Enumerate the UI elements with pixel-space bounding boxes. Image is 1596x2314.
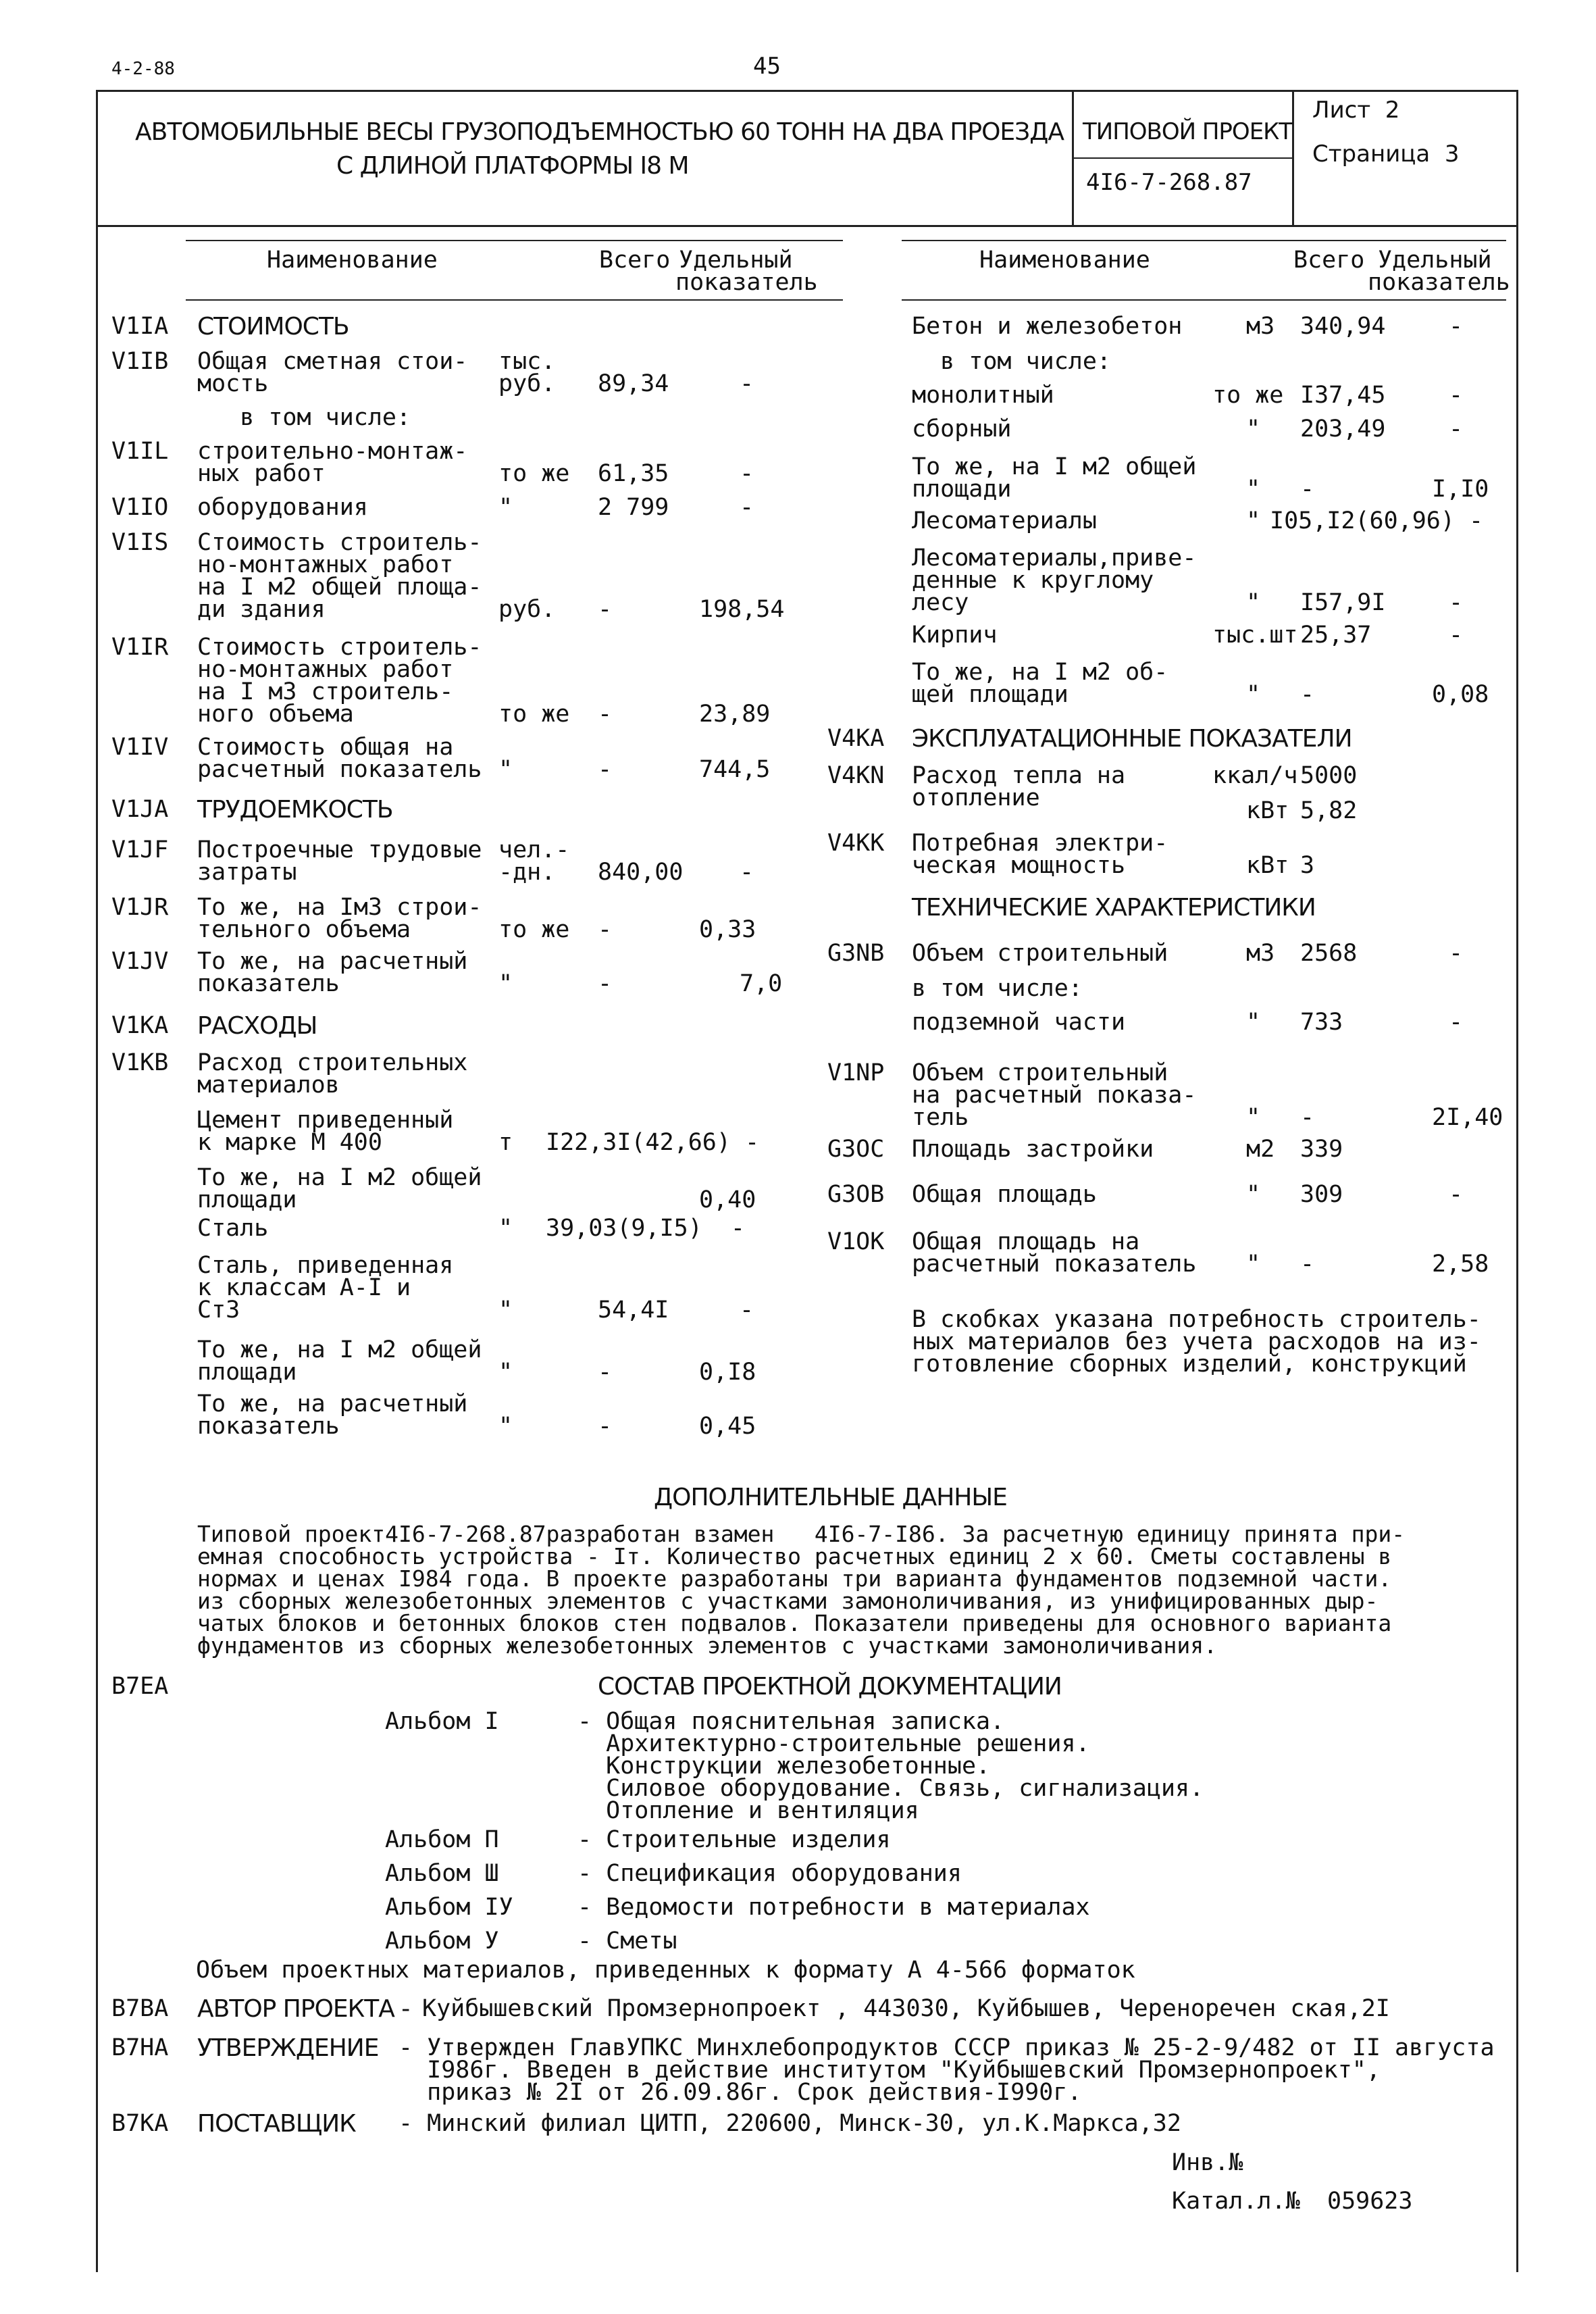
- row-specific: 0,40: [699, 1186, 756, 1213]
- row-name: сборный: [912, 416, 1012, 443]
- row-name: Построечные трудовые: [197, 836, 482, 863]
- composition-title: СОСТАВ ПРОЕКТНОЙ ДОКУМЕНТАЦИИ: [598, 1673, 1062, 1701]
- typical-project-number: 4I6-7-268.87: [1086, 169, 1252, 196]
- row-total: -: [598, 596, 613, 623]
- row-name: подземной части: [912, 1009, 1126, 1036]
- album-name: Альбом У: [385, 1928, 499, 1955]
- row-specific: I,I0: [1432, 476, 1489, 503]
- row-unit: чел.-: [498, 836, 570, 863]
- row-total: 3: [1300, 852, 1315, 879]
- row-total: -: [1300, 681, 1315, 708]
- row-unit: руб.: [498, 596, 556, 623]
- row-name: То же, на I м2 общей: [912, 453, 1197, 480]
- footer-code: B7KA: [111, 2110, 169, 2137]
- row-unit: ": [1246, 1009, 1261, 1036]
- row-name: денные к круглому: [912, 567, 1154, 594]
- row-name: к марке М 400: [197, 1129, 382, 1156]
- right-head-indicator: показатель: [1368, 269, 1510, 296]
- left-head-name: Наименование: [267, 247, 438, 274]
- row-unit: тыс.: [498, 348, 556, 375]
- row-name: на I м2 общей площа-: [197, 574, 482, 601]
- row-name: ТЕХНИЧЕСКИЕ ХАРАКТЕРИСТИКИ: [912, 894, 1316, 922]
- row-unit: кВт: [1246, 852, 1289, 879]
- row-code: V1IV: [111, 734, 169, 761]
- row-name: Стоимость строитель-: [197, 634, 482, 661]
- row-name: оборудования: [197, 494, 368, 521]
- footer-line: I986г. Введен в действие институтом "Куйбышевский Промзернопроект",: [398, 2057, 1381, 2084]
- row-name: материалов: [197, 1072, 340, 1099]
- row-name: Потребная электри-: [912, 830, 1168, 857]
- row-unit: ": [1246, 476, 1261, 503]
- additional-line: Типовой проект4I6-7-268.87разработан взамен 4I6-7-I86. За расчетную единицу принята при-: [197, 1521, 1406, 1547]
- row-name: Ст3: [197, 1297, 240, 1324]
- row-name: на расчетный показа-: [912, 1082, 1197, 1109]
- row-specific: 744,5: [699, 756, 771, 783]
- row-name: в том числе:: [912, 975, 1083, 1002]
- row-name: расчетный показатель: [197, 756, 482, 783]
- row-total: I22,3I(42,66) -: [546, 1129, 760, 1156]
- row-name: ди здания: [197, 596, 326, 623]
- row-code: V1IS: [111, 529, 169, 556]
- row-total: 61,35: [598, 460, 669, 487]
- row-code: G3OB: [827, 1181, 885, 1208]
- row-total: 54,4I: [598, 1297, 669, 1324]
- row-unit: ": [498, 756, 513, 783]
- row-name: Лесоматериалы,приве-: [912, 545, 1197, 572]
- footer-line: - Утвержден ГлавУПКС Минхлебопродуктов СССР приказ № 25-2-9/482 от II августа: [398, 2034, 1495, 2061]
- row-name: То же, на расчетный: [197, 1390, 468, 1417]
- row-specific: -: [740, 494, 754, 521]
- row-name: Кирпич: [912, 622, 998, 649]
- row-name: в том числе:: [197, 404, 411, 431]
- footer-label: УТВЕРЖДЕНИЕ: [197, 2034, 379, 2062]
- doc-code: 4-2-88: [111, 59, 175, 79]
- footer-label: АВТОР ПРОЕКТА -: [197, 1995, 410, 2023]
- row-total: I05,I2(60,96) -: [1270, 507, 1484, 534]
- row-total: 5,82: [1300, 797, 1358, 824]
- row-total: 89,34: [598, 370, 669, 397]
- row-specific: -: [740, 460, 754, 487]
- row-name: Стоимость общая на: [197, 734, 454, 761]
- row-name: к классам А-I и: [197, 1274, 411, 1301]
- row-unit: ": [498, 970, 513, 997]
- row-name: СТОИМОСТЬ: [197, 313, 349, 341]
- note-line: ных материалов без учета расходов на из-: [912, 1328, 1481, 1355]
- row-total: -: [598, 701, 613, 728]
- additional-line: фундаментов из сборных железобетонных элементов с участками замоноличивания.: [197, 1632, 1217, 1659]
- row-unit: ": [498, 1359, 513, 1386]
- row-total: I57,9I: [1300, 589, 1386, 616]
- additional-line: нормах и ценах I984 года. В проекте разработаны три варианта фундаментов подземной части.: [197, 1565, 1392, 1592]
- row-unit: то же: [498, 460, 570, 487]
- right-header-bottom-line: [902, 299, 1506, 301]
- row-code: V4KN: [827, 762, 885, 789]
- row-code: V1IB: [111, 348, 169, 375]
- row-unit: ": [498, 1413, 513, 1440]
- row-unit: ": [1246, 507, 1261, 534]
- row-specific: 2,58: [1432, 1251, 1489, 1278]
- note-line: В скобках указана потребность строитель-: [912, 1306, 1481, 1333]
- row-total: 203,49: [1300, 416, 1386, 443]
- row-unit: м2: [1246, 1136, 1275, 1163]
- row-total: -: [598, 756, 613, 783]
- page-label: Страница 3: [1312, 141, 1460, 168]
- row-total: 25,37: [1300, 622, 1372, 649]
- row-unit: то же: [498, 916, 570, 943]
- row-unit: тыс.шт: [1212, 622, 1298, 649]
- row-code: V1IO: [111, 494, 169, 521]
- catalog-number: 059623: [1327, 2188, 1413, 2215]
- header-title-1: АВТОМОБИЛЬНЫЕ ВЕСЫ ГРУЗОПОДЪЕМНОСТЬЮ 60 ТОНН НА ДВА ПРОЕЗДА: [135, 118, 1064, 146]
- row-unit: т: [498, 1129, 513, 1156]
- additional-line: емная способность устройства - Iт. Количество расчетных единиц 2 х 60. Сметы составлены в: [197, 1543, 1392, 1569]
- row-name: То же, на I м2 общей: [197, 1164, 482, 1191]
- row-specific: -: [740, 1297, 754, 1324]
- header-divider-2: [1292, 90, 1294, 225]
- album-item: Конструкции железобетонные.: [577, 1753, 991, 1780]
- row-total: -: [1300, 1251, 1315, 1278]
- row-code: V4KA: [827, 725, 885, 752]
- row-name: тель: [912, 1104, 969, 1131]
- row-unit: ": [1246, 1181, 1261, 1208]
- row-code: V1IL: [111, 438, 169, 465]
- album-item: Отопление и вентиляция: [577, 1797, 919, 1824]
- row-specific: -: [1449, 940, 1464, 967]
- row-unit: -дн.: [498, 859, 556, 886]
- album-item: - Строительные изделия: [577, 1826, 891, 1853]
- row-name: Бетон и железобетон: [912, 313, 1183, 340]
- row-name: но-монтажных работ: [197, 551, 454, 578]
- row-unit: то же: [498, 701, 570, 728]
- row-name: РАСХОДЫ: [197, 1012, 317, 1040]
- row-name: Расход строительных: [197, 1049, 468, 1076]
- row-unit: ": [1246, 1104, 1261, 1131]
- row-name: Объем строительный: [912, 1059, 1168, 1086]
- row-name: Объем строительный: [912, 940, 1168, 967]
- row-specific: 0,I8: [699, 1359, 756, 1386]
- row-total: -: [598, 970, 613, 997]
- row-code: V1NP: [827, 1059, 885, 1086]
- row-code: V1IA: [111, 313, 169, 340]
- row-name: ного объема: [197, 701, 354, 728]
- album-item: - Сметы: [577, 1928, 677, 1955]
- album-item: Архитектурно-строительные решения.: [577, 1730, 1090, 1757]
- row-total: 309: [1300, 1181, 1343, 1208]
- row-name: То же, на I м2 об-: [912, 659, 1168, 686]
- footer-line: - Минский филиал ЦИТП, 220600, Минск-30, ул.К.Маркса,32: [398, 2110, 1181, 2137]
- footer-code: B7BA: [111, 1995, 169, 2022]
- row-name: затраты: [197, 859, 297, 886]
- row-name: Стоимость строитель-: [197, 529, 482, 556]
- row-specific: -: [1449, 313, 1464, 340]
- row-specific: 0,45: [699, 1413, 756, 1440]
- left-head-indicator: показатель: [675, 269, 818, 296]
- row-total: -: [598, 1413, 613, 1440]
- additional-title: ДОПОЛНИТЕЛЬНЫЕ ДАННЫЕ: [654, 1484, 1007, 1511]
- left-header-top-line: [186, 240, 843, 241]
- album-name: Альбом Ш: [385, 1860, 499, 1887]
- row-name: ТРУДОЕМКОСТЬ: [197, 796, 393, 824]
- volume-text: Объем проектных материалов, приведенных к формату А 4-566 форматок: [196, 1957, 1135, 1984]
- row-specific: 198,54: [699, 596, 785, 623]
- row-total: -: [598, 1359, 613, 1386]
- page-number: 45: [753, 53, 781, 80]
- row-name: показатель: [197, 970, 340, 997]
- row-unit: ": [498, 1297, 513, 1324]
- row-name: То же, на Iм3 строи-: [197, 894, 482, 921]
- row-unit: ": [1246, 416, 1261, 443]
- row-name: То же, на I м2 общей: [197, 1336, 482, 1363]
- additional-line: чатых блоков и бетонных блоков стен подвалов. Показатели приведены для основного варианта: [197, 1610, 1392, 1636]
- row-code: G3OC: [827, 1136, 885, 1163]
- row-name: мость: [197, 370, 269, 397]
- row-unit: ": [1246, 1251, 1261, 1278]
- row-code: V4KK: [827, 830, 885, 857]
- right-head-total: Всего: [1293, 247, 1365, 274]
- row-unit: руб.: [498, 370, 556, 397]
- album-name: Альбом I: [385, 1708, 499, 1735]
- row-code: V1OK: [827, 1228, 885, 1255]
- row-total: -: [1300, 476, 1315, 503]
- album-item: - Спецификация оборудования: [577, 1860, 962, 1887]
- left-head-specific: Удельный: [679, 247, 793, 274]
- row-name: тельного объема: [197, 916, 411, 943]
- row-name: Общая площадь: [912, 1181, 1097, 1208]
- row-name: в том числе:: [912, 348, 1112, 375]
- row-code: G3NB: [827, 940, 885, 967]
- row-specific: -: [1449, 622, 1464, 649]
- row-specific: 0,08: [1432, 681, 1489, 708]
- header-top-line: [96, 90, 1518, 92]
- header-bottom-line: [96, 225, 1518, 227]
- left-head-total: Всего: [599, 247, 671, 274]
- row-specific: -: [1449, 1009, 1464, 1036]
- row-name: отопление: [912, 784, 1040, 811]
- row-code: V1IR: [111, 634, 169, 661]
- row-name: площади: [197, 1186, 297, 1213]
- row-code: V1JA: [111, 796, 169, 823]
- row-code: V1JR: [111, 894, 169, 921]
- album-name: Альбом П: [385, 1826, 499, 1853]
- row-name: площади: [197, 1359, 297, 1386]
- row-code: V1JV: [111, 948, 169, 975]
- row-name: ЭКСПЛУАТАЦИОННЫЕ ПОКАЗАТЕЛИ: [912, 725, 1352, 753]
- row-total: 2568: [1300, 940, 1358, 967]
- frame-left-line: [96, 90, 98, 2272]
- row-name: щей площади: [912, 681, 1069, 708]
- row-total: 39,03(9,I5) -: [546, 1215, 746, 1242]
- right-header-top-line: [902, 240, 1506, 241]
- row-total: 840,00: [598, 859, 684, 886]
- row-name: ных работ: [197, 460, 326, 487]
- row-name: площади: [912, 476, 1012, 503]
- footer-label: ПОСТАВЩИК: [197, 2110, 356, 2138]
- row-name: показатель: [197, 1413, 340, 1440]
- row-unit: то же: [1212, 382, 1284, 409]
- row-unit: м3: [1246, 940, 1275, 967]
- album-item: Силовое оборудование. Связь, сигнализация.: [577, 1775, 1204, 1802]
- row-name: строительно-монтаж-: [197, 438, 468, 465]
- row-total: 339: [1300, 1136, 1343, 1163]
- row-specific: -: [1449, 416, 1464, 443]
- row-name: расчетный показатель: [912, 1251, 1197, 1278]
- sheet-label: Лист 2: [1312, 97, 1400, 124]
- row-name: Сталь, приведенная: [197, 1252, 454, 1279]
- row-total: 340,94: [1300, 313, 1386, 340]
- row-unit: ": [498, 1215, 513, 1242]
- row-unit: ": [498, 494, 513, 521]
- row-total: 2 799: [598, 494, 669, 521]
- row-specific: -: [1449, 1181, 1464, 1208]
- row-unit: ": [1246, 681, 1261, 708]
- row-code: V1KA: [111, 1012, 169, 1039]
- row-specific: -: [1449, 589, 1464, 616]
- row-specific: 7,0: [740, 970, 783, 997]
- album-item: - Ведомости потребности в материалах: [577, 1894, 1090, 1921]
- row-code: V1JF: [111, 836, 169, 863]
- header-title-2: С ДЛИНОЙ ПЛАТФОРМЫ I8 М: [336, 152, 689, 180]
- row-name: Сталь: [197, 1215, 269, 1242]
- row-name: Цемент приведенный: [197, 1107, 454, 1134]
- row-name: монолитный: [912, 382, 1054, 409]
- row-specific: 2I,40: [1432, 1104, 1503, 1131]
- typical-project-label: ТИПОВОЙ ПРОЕКТ: [1083, 118, 1293, 145]
- header-divider-h: [1072, 157, 1292, 159]
- row-name: Лесоматериалы: [912, 507, 1097, 534]
- right-head-specific: Удельный: [1378, 247, 1492, 274]
- row-specific: 23,89: [699, 701, 771, 728]
- row-code: V1KB: [111, 1049, 169, 1076]
- row-name: Расход тепла на: [912, 762, 1126, 789]
- row-specific: -: [740, 859, 754, 886]
- catalog-label: Катал.л.№: [1172, 2188, 1300, 2215]
- row-unit: м3: [1246, 313, 1275, 340]
- album-name: Альбом IУ: [385, 1894, 513, 1921]
- row-name: лесу: [912, 589, 969, 616]
- footer-code: B7HA: [111, 2034, 169, 2061]
- album-item: - Общая пояснительная записка.: [577, 1708, 1005, 1735]
- row-total: -: [598, 916, 613, 943]
- row-name: Общая площадь на: [912, 1228, 1140, 1255]
- row-name: Общая сметная стои-: [197, 348, 468, 375]
- row-specific: -: [740, 370, 754, 397]
- row-total: 733: [1300, 1009, 1343, 1036]
- inventory-label: Инв.№: [1172, 2149, 1243, 2176]
- row-name: но-монтажных работ: [197, 656, 454, 683]
- left-header-bottom-line: [186, 299, 843, 301]
- row-total: I37,45: [1300, 382, 1386, 409]
- row-unit: кВт: [1246, 797, 1289, 824]
- note-line: готовление сборных изделий, конструкций: [912, 1351, 1467, 1378]
- row-name: ческая мощность: [912, 852, 1126, 879]
- row-unit: ккал/ч: [1212, 762, 1298, 789]
- row-name: на I м3 строитель-: [197, 678, 454, 705]
- row-specific: 0,33: [699, 916, 756, 943]
- right-head-name: Наименование: [979, 247, 1150, 274]
- row-name: То же, на расчетный: [197, 948, 468, 975]
- footer-line: Куйбышевский Промзернопроект , 443030, Куйбышев, Череноречен ская,2I: [422, 1995, 1390, 2022]
- composition-code: B7EA: [111, 1673, 169, 1700]
- row-total: 5000: [1300, 762, 1358, 789]
- row-unit: ": [1246, 589, 1261, 616]
- frame-right-line: [1516, 90, 1518, 2272]
- row-total: -: [1300, 1104, 1315, 1131]
- row-specific: -: [1449, 382, 1464, 409]
- row-name: Площадь застройки: [912, 1136, 1154, 1163]
- additional-line: из сборных железобетонных элементов с участками замоноличивания, из унифицированных дыр-: [197, 1588, 1379, 1614]
- footer-line: приказ № 2I от 26.09.86г. Срок действия-I990г.: [398, 2079, 1082, 2106]
